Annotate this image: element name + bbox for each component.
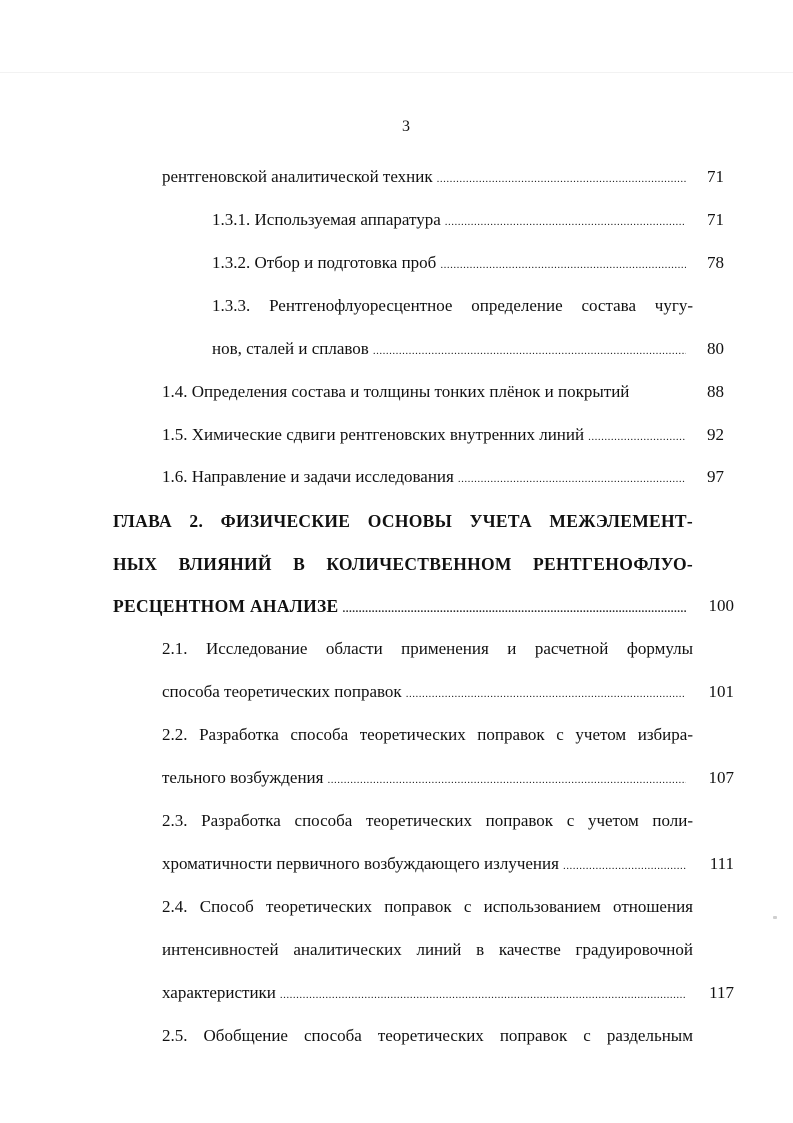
page-number: 3	[402, 118, 410, 135]
toc-entry-line	[212, 208, 686, 232]
toc-entry-text: тельного возбуждения	[162, 768, 324, 787]
dot-leader	[445, 210, 686, 234]
toc-page-number: 100	[708, 596, 734, 615]
toc-entry-line	[162, 423, 686, 447]
dot-leader	[458, 467, 686, 491]
toc-entry-text: 1.5. Химические сдвиги рентгеновских внутренних линий	[162, 425, 585, 444]
dot-leader	[563, 854, 686, 878]
toc-page-number: 101	[708, 682, 734, 701]
scan-speck	[773, 916, 777, 919]
toc-entry-text: хроматичности первичного возбуждающего излучения	[162, 854, 559, 873]
toc-entry-text: 2.4. Способ теоретических поправок с использованием отношения	[162, 897, 693, 916]
toc-entry-text: характеристики	[162, 983, 276, 1002]
dot-leader	[373, 339, 686, 363]
toc-entry-line	[162, 852, 686, 876]
chapter-heading-text: РЕСЦЕНТНОМ АНАЛИЗЕ	[113, 596, 339, 616]
toc-page-number: 111	[709, 854, 734, 873]
toc-entry-text: 2.1. Исследование области применения и расчетной формулы	[162, 639, 693, 658]
dot-leader	[406, 682, 686, 706]
toc-entry-text: нов, сталей и сплавов	[212, 339, 369, 358]
chapter-heading-text: НЫХ ВЛИЯНИЙ В КОЛИЧЕСТВЕННОМ РЕНТГЕНОФЛУО-	[113, 554, 693, 574]
chapter-heading-line	[113, 594, 686, 618]
toc-entry-text: 2.2. Разработка способа теоретических поправок с учетом избира-	[162, 725, 693, 744]
toc-page-number: 92	[707, 425, 724, 444]
toc-entry-line	[162, 165, 686, 189]
toc-entry-line	[212, 337, 686, 361]
toc-page-number: 107	[708, 768, 734, 787]
toc-entry-text: 1.4. Определения состава и толщины тонких плёнок и покрытий	[162, 382, 630, 401]
toc-entry-text: 1.3.1. Используемая аппаратура	[212, 210, 441, 229]
toc-entry-text: 2.5. Обобщение способа теоретических поправок с раздельным	[162, 1026, 693, 1045]
toc-page-number: 88	[707, 382, 724, 401]
toc-page-number: 71	[707, 167, 724, 186]
toc-entry-text: способа теоретических поправок	[162, 682, 402, 701]
toc-page-number: 78	[707, 253, 724, 272]
dot-leader	[588, 425, 686, 449]
toc-entry-line	[162, 465, 686, 489]
dot-leader	[440, 253, 686, 277]
toc-entry-line	[212, 251, 686, 275]
chapter-heading-text: ГЛАВА 2. ФИЗИЧЕСКИЕ ОСНОВЫ УЧЕТА МЕЖЭЛЕМЕНТ-	[113, 511, 693, 531]
toc-entry-text: 1.3.3. Рентгенофлуоресцентное определение состава чугу-	[212, 296, 693, 315]
toc-page-number: 117	[709, 983, 734, 1002]
toc-entry-text: 1.6. Направление и задачи исследования	[162, 467, 454, 486]
toc-page-number: 97	[707, 467, 724, 486]
toc-entry-line	[162, 981, 686, 1005]
dot-leader	[327, 768, 686, 792]
toc-entry-line	[162, 766, 686, 790]
toc-entry-text: 2.3. Разработка способа теоретических поправок с учетом поли-	[162, 811, 693, 830]
dot-leader	[280, 983, 686, 1007]
dot-leader	[343, 597, 686, 621]
toc-entry-text: рентгеновской аналитической техник	[162, 167, 433, 186]
toc-entry-text: интенсивностей аналитических линий в качестве градуировочной	[162, 940, 693, 959]
toc-page-number: 80	[707, 339, 724, 358]
toc-entry-text: 1.3.2. Отбор и подготовка проб	[212, 253, 437, 272]
toc-entry-line	[162, 680, 686, 704]
toc-page-number: 71	[707, 210, 724, 229]
dot-leader	[437, 167, 686, 191]
